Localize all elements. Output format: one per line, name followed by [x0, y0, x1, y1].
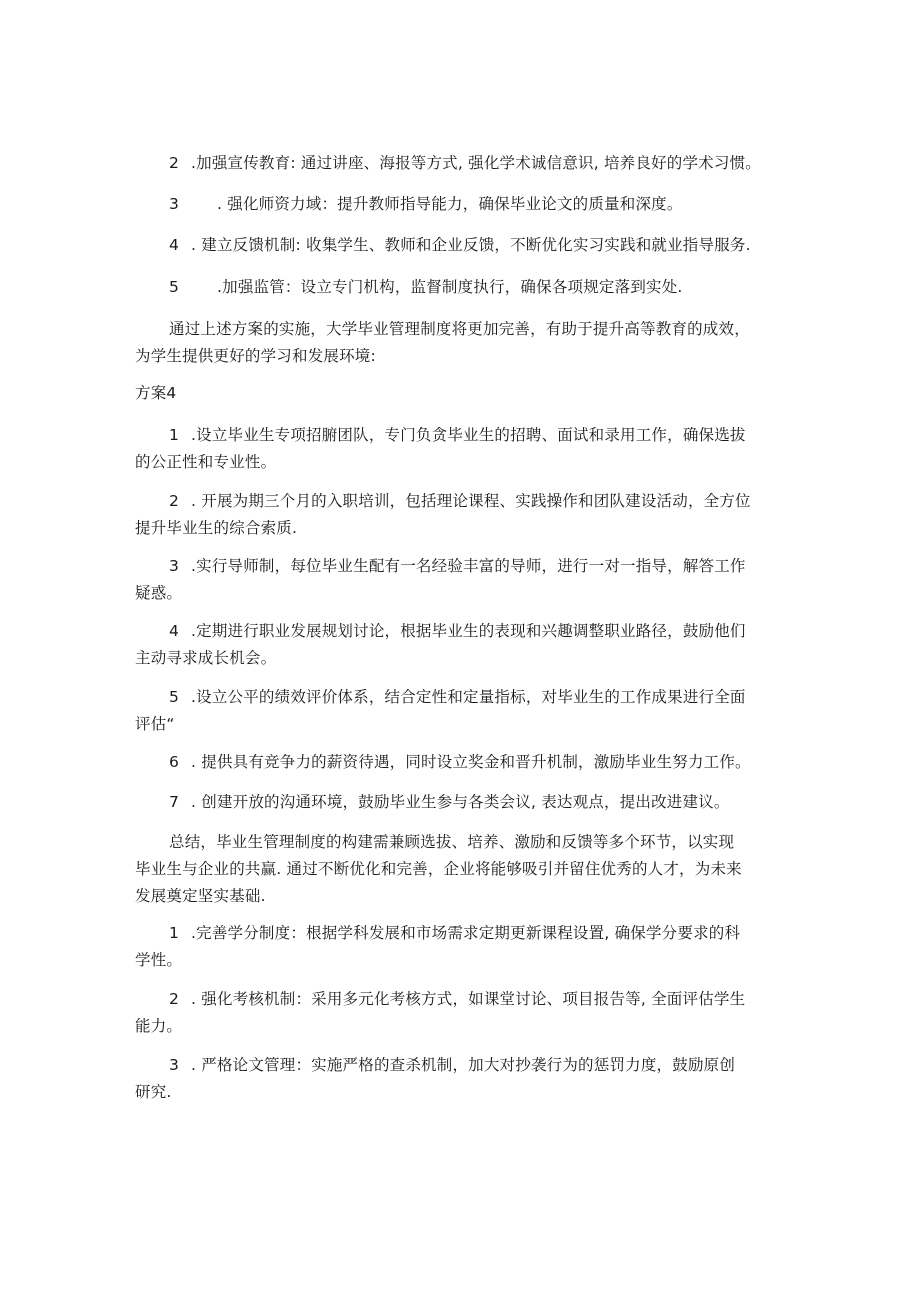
section-heading: 方案4: [135, 384, 177, 402]
list-item: [135, 920, 795, 974]
paragraph-line: 发展奠定坚实基础.: [135, 887, 266, 905]
item-number: 5: [169, 688, 180, 706]
item-number: 2: [169, 990, 180, 1008]
item-number: 5: [169, 278, 180, 296]
item-text: .设立公平的绩效评价体系，结合定性和定量指标，对毕业生的工作成果进行全面: [191, 688, 746, 706]
list-item: [135, 422, 795, 476]
item-text: . 严格论文管理：实施严格的查杀机制，加大对抄袭行为的惩罚力度，鼓励原创: [191, 1056, 736, 1074]
item-text-continued: 疑惑。: [135, 584, 183, 602]
conclusion-paragraph: [135, 829, 795, 910]
item-text: .定期进行职业发展规划讨论，根据毕业生的表现和兴趣调整职业路径，鼓励他们: [191, 622, 746, 640]
paragraph-line: 总结，毕业生管理制度的构建需兼顾选拔、培养、激励和反馈等多个环节，以实现: [169, 833, 735, 851]
item-text-continued: 评估“: [135, 715, 175, 733]
list-item: [135, 488, 795, 542]
item-number: 3: [169, 195, 180, 213]
item-number: 7: [169, 793, 180, 811]
list-item: [135, 232, 829, 259]
list-item: [135, 749, 795, 776]
item-number: 1: [169, 426, 180, 444]
item-text: . 建立反馈机制: 收集学生、教师和企业反馈，不断优化实习实践和就业指导服务.: [191, 236, 751, 254]
paragraph-line: 毕业生与企业的共赢. 通过不断优化和完善，企业将能够吸引并留住优秀的人才，为未来: [135, 860, 742, 878]
paragraph-line: 为学生提供更好的学习和发展环境:: [135, 347, 376, 365]
list-item: [135, 1052, 795, 1106]
item-number: 4: [169, 622, 180, 640]
item-text: . 创建开放的沟通环境，鼓励毕业生参与各类会议, 表达观点，提出改进建议。: [191, 793, 730, 811]
item-text-continued: 研究.: [135, 1083, 172, 1101]
list-item: [135, 150, 829, 177]
item-text-continued: 学性。: [135, 951, 183, 969]
item-number: 1: [169, 924, 180, 942]
list-item: [135, 191, 829, 218]
list-item: [135, 553, 795, 607]
item-number: 2: [169, 154, 180, 172]
list-item: [135, 986, 795, 1040]
item-text: .加强宣传教育: 通过讲座、海报等方式, 强化学术诚信意识, 培养良好的学术习惯。: [191, 154, 761, 172]
item-text: .完善学分制度：根据学科发展和市场需求定期更新课程设置, 确保学分要求的科: [191, 924, 741, 942]
item-text: . 开展为期三个月的入职培训，包括理论课程、实践操作和团队建设活动，全方位: [191, 492, 751, 510]
list-item: [135, 618, 795, 672]
summary-paragraph: [135, 316, 795, 370]
item-number: 3: [169, 557, 180, 575]
list-item: [135, 789, 795, 816]
item-text-continued: 能力。: [135, 1017, 183, 1035]
item-text: .设立毕业生专项招腑团队，专门负贪毕业生的招聘、面试和录用工作，确保选拔: [191, 426, 746, 444]
item-number: 6: [169, 753, 180, 771]
item-number: 2: [169, 492, 180, 510]
item-text: . 提供具有竞争力的薪资待遇，同时设立奖金和晋升机制，激励毕业生努力工作。: [191, 753, 751, 771]
paragraph-line: 通过上述方案的实施，大学毕业管理制度将更加完善，有助于提升高等教育的成效，: [169, 320, 750, 338]
list-item: [135, 684, 795, 738]
list-item: [135, 274, 829, 301]
item-text-continued: 提升毕业生的综合索质.: [135, 519, 298, 537]
item-text-continued: 的公正性和专业性。: [135, 453, 277, 471]
item-text: . 强化考核机制：采用多元化考核方式，如课堂讨论、项目报告等, 全面评估学生: [191, 990, 746, 1008]
item-number: 4: [169, 236, 180, 254]
item-text-continued: 主动寻求成长机会。: [135, 649, 277, 667]
item-text: .加强监管：设立专门机构，监督制度执行，确保各项规定落到实处.: [217, 278, 683, 296]
item-text: .实行导师制，每位毕业生配有一名经验丰富的导师，进行一对一指导，解答工作: [191, 557, 746, 575]
item-number: 3: [169, 1056, 180, 1074]
item-text: . 强化师资力域：提升教师指导能力，确保毕业论文的质量和深度。: [217, 195, 683, 213]
